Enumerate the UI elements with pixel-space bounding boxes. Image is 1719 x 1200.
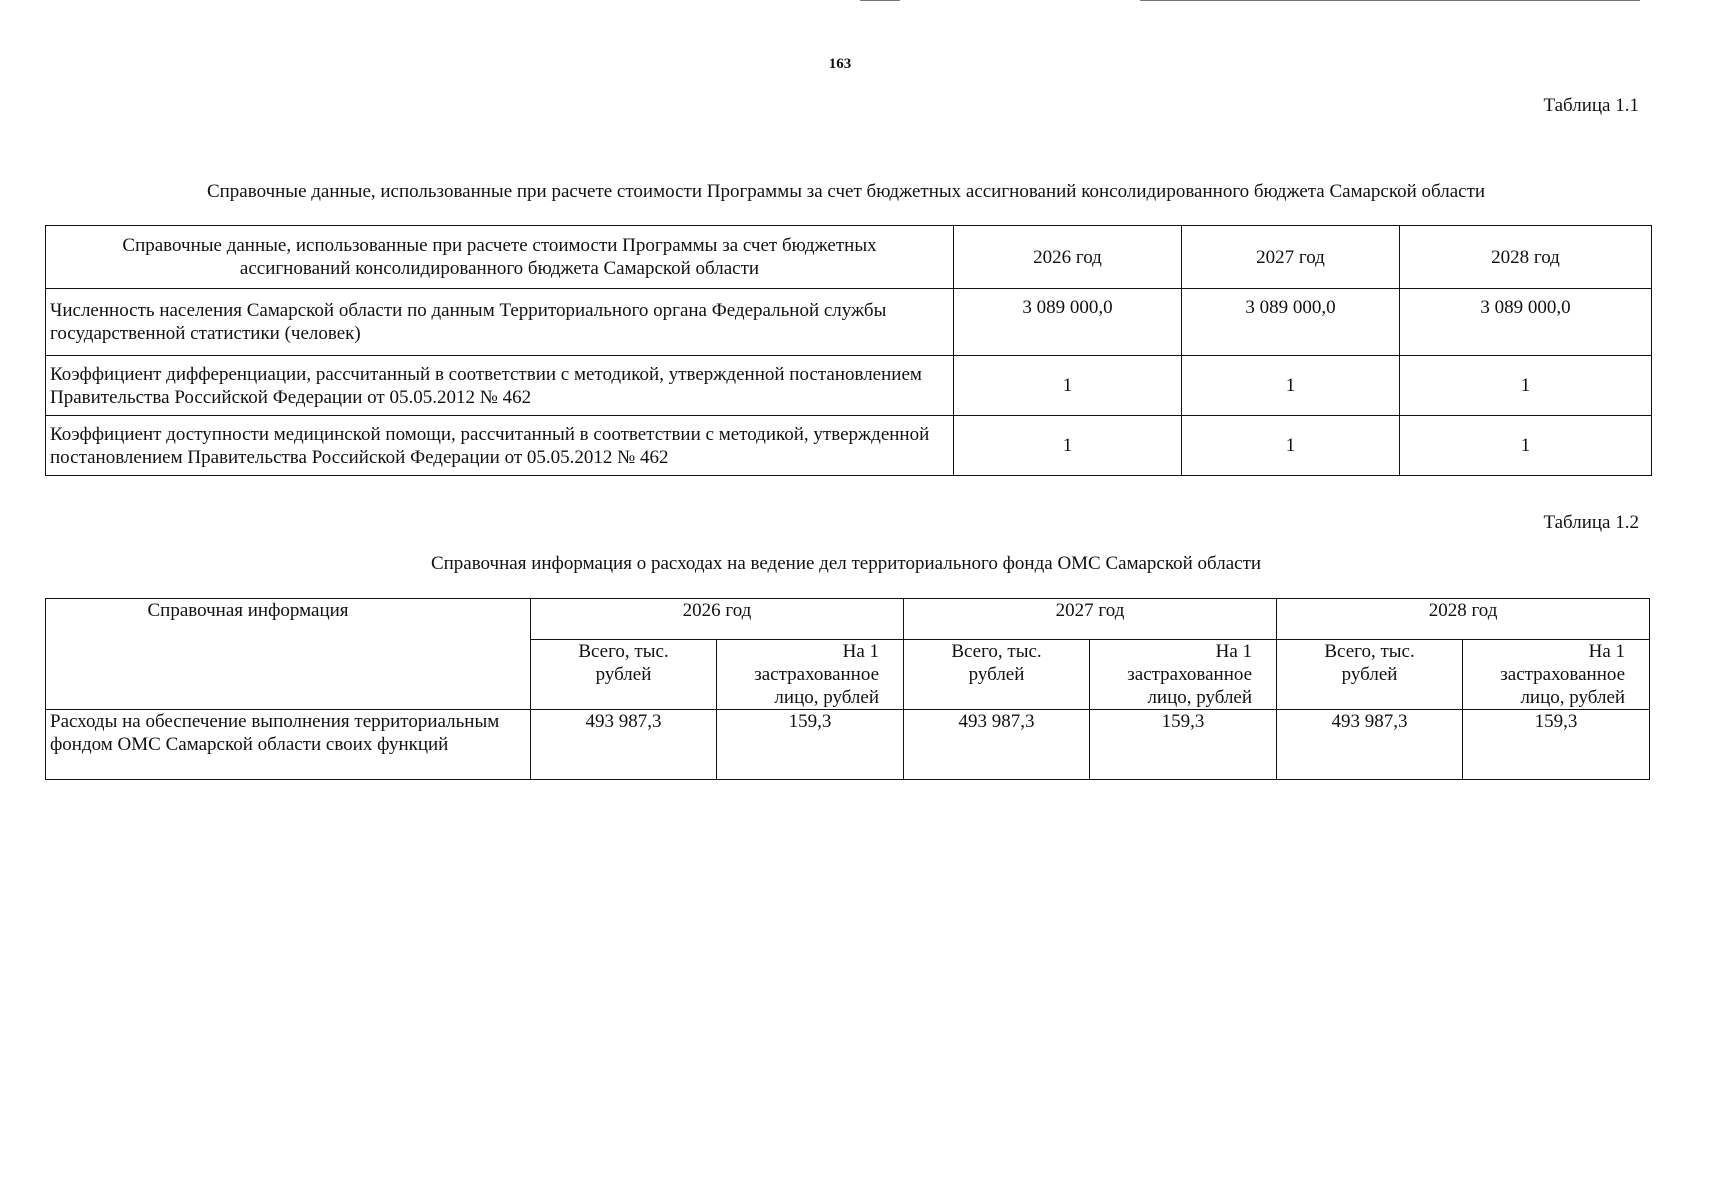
row-value: 493 987,3 [1277, 710, 1463, 780]
row-value: 159,3 [1090, 710, 1277, 780]
row-value: 493 987,3 [531, 710, 717, 780]
row-description: Коэффициент доступности медицинской помощи, рассчитанный в соответствии с методикой, утвержденной постановлением Правительства Российской Федерации от 05.05.2012 № 462 [46, 416, 954, 476]
header-year: 2028 год [1400, 226, 1652, 289]
row-value: 159,3 [1463, 710, 1650, 780]
row-description: Коэффициент дифференциации, рассчитанный в соответствии с методикой, утвержденной постановлением Правительства Российской Федерации от 05.05.2012 № 462 [46, 356, 954, 416]
row-value: 1 [1400, 416, 1652, 476]
row-value: 159,3 [717, 710, 904, 780]
row-value: 1 [1182, 416, 1400, 476]
header-total: Всего, тыс. рублей [531, 640, 717, 710]
header-per-person: На 1 застрахованное лицо, рублей [1463, 640, 1650, 710]
header-year: 2027 год [1182, 226, 1400, 289]
page-number: 163 [828, 56, 852, 72]
header-total: Всего, тыс. рублей [904, 640, 1090, 710]
header-year: 2027 год [904, 599, 1277, 640]
header-per-person: На 1 застрахованное лицо, рублей [1090, 640, 1277, 710]
table-row [46, 356, 1652, 416]
table-1-caption: Справочные данные, использованные при расчете стоимости Программы за счет бюджетных ассигнований консолидированного бюджета Самарской области [206, 181, 1486, 202]
table-header-row [46, 226, 1652, 289]
row-value: 493 987,3 [904, 710, 1090, 780]
row-value: 1 [1182, 356, 1400, 416]
row-value: 3 089 000,0 [954, 289, 1182, 356]
table-2-label: Таблица 1.2 [1543, 512, 1639, 533]
table-header-row [46, 599, 1650, 640]
header-year: 2026 год [954, 226, 1182, 289]
row-value: 1 [954, 356, 1182, 416]
table-row [46, 710, 1650, 780]
scan-artifact [860, 0, 900, 1]
row-value: 3 089 000,0 [1182, 289, 1400, 356]
header-year: 2028 год [1277, 599, 1650, 640]
row-value: 3 089 000,0 [1400, 289, 1652, 356]
table-row [46, 416, 1652, 476]
header-description: Справочные данные, использованные при расчете стоимости Программы за счет бюджетных ассигнований консолидированного бюджета Самарской области [46, 226, 954, 289]
table-row [46, 289, 1652, 356]
row-description: Расходы на обеспечение выполнения территориальным фондом ОМС Самарской области своих функций [46, 710, 531, 780]
header-year: 2026 год [531, 599, 904, 640]
table-1-label: Таблица 1.1 [1543, 95, 1639, 116]
table-2-caption: Справочная информация о расходах на ведение дел территориального фонда ОМС Самарской области [430, 553, 1262, 574]
row-value: 1 [954, 416, 1182, 476]
row-value: 1 [1400, 356, 1652, 416]
header-total: Всего, тыс. рублей [1277, 640, 1463, 710]
header-info: Справочная информация [46, 599, 531, 710]
header-per-person: На 1 застрахованное лицо, рублей [717, 640, 904, 710]
scan-artifact [1140, 0, 1640, 1]
row-description: Численность населения Самарской области по данным Территориального органа Федеральной службы государственной статистики (человек) [46, 289, 954, 356]
reference-data-table [45, 225, 1652, 476]
fund-expenses-table [45, 598, 1650, 780]
